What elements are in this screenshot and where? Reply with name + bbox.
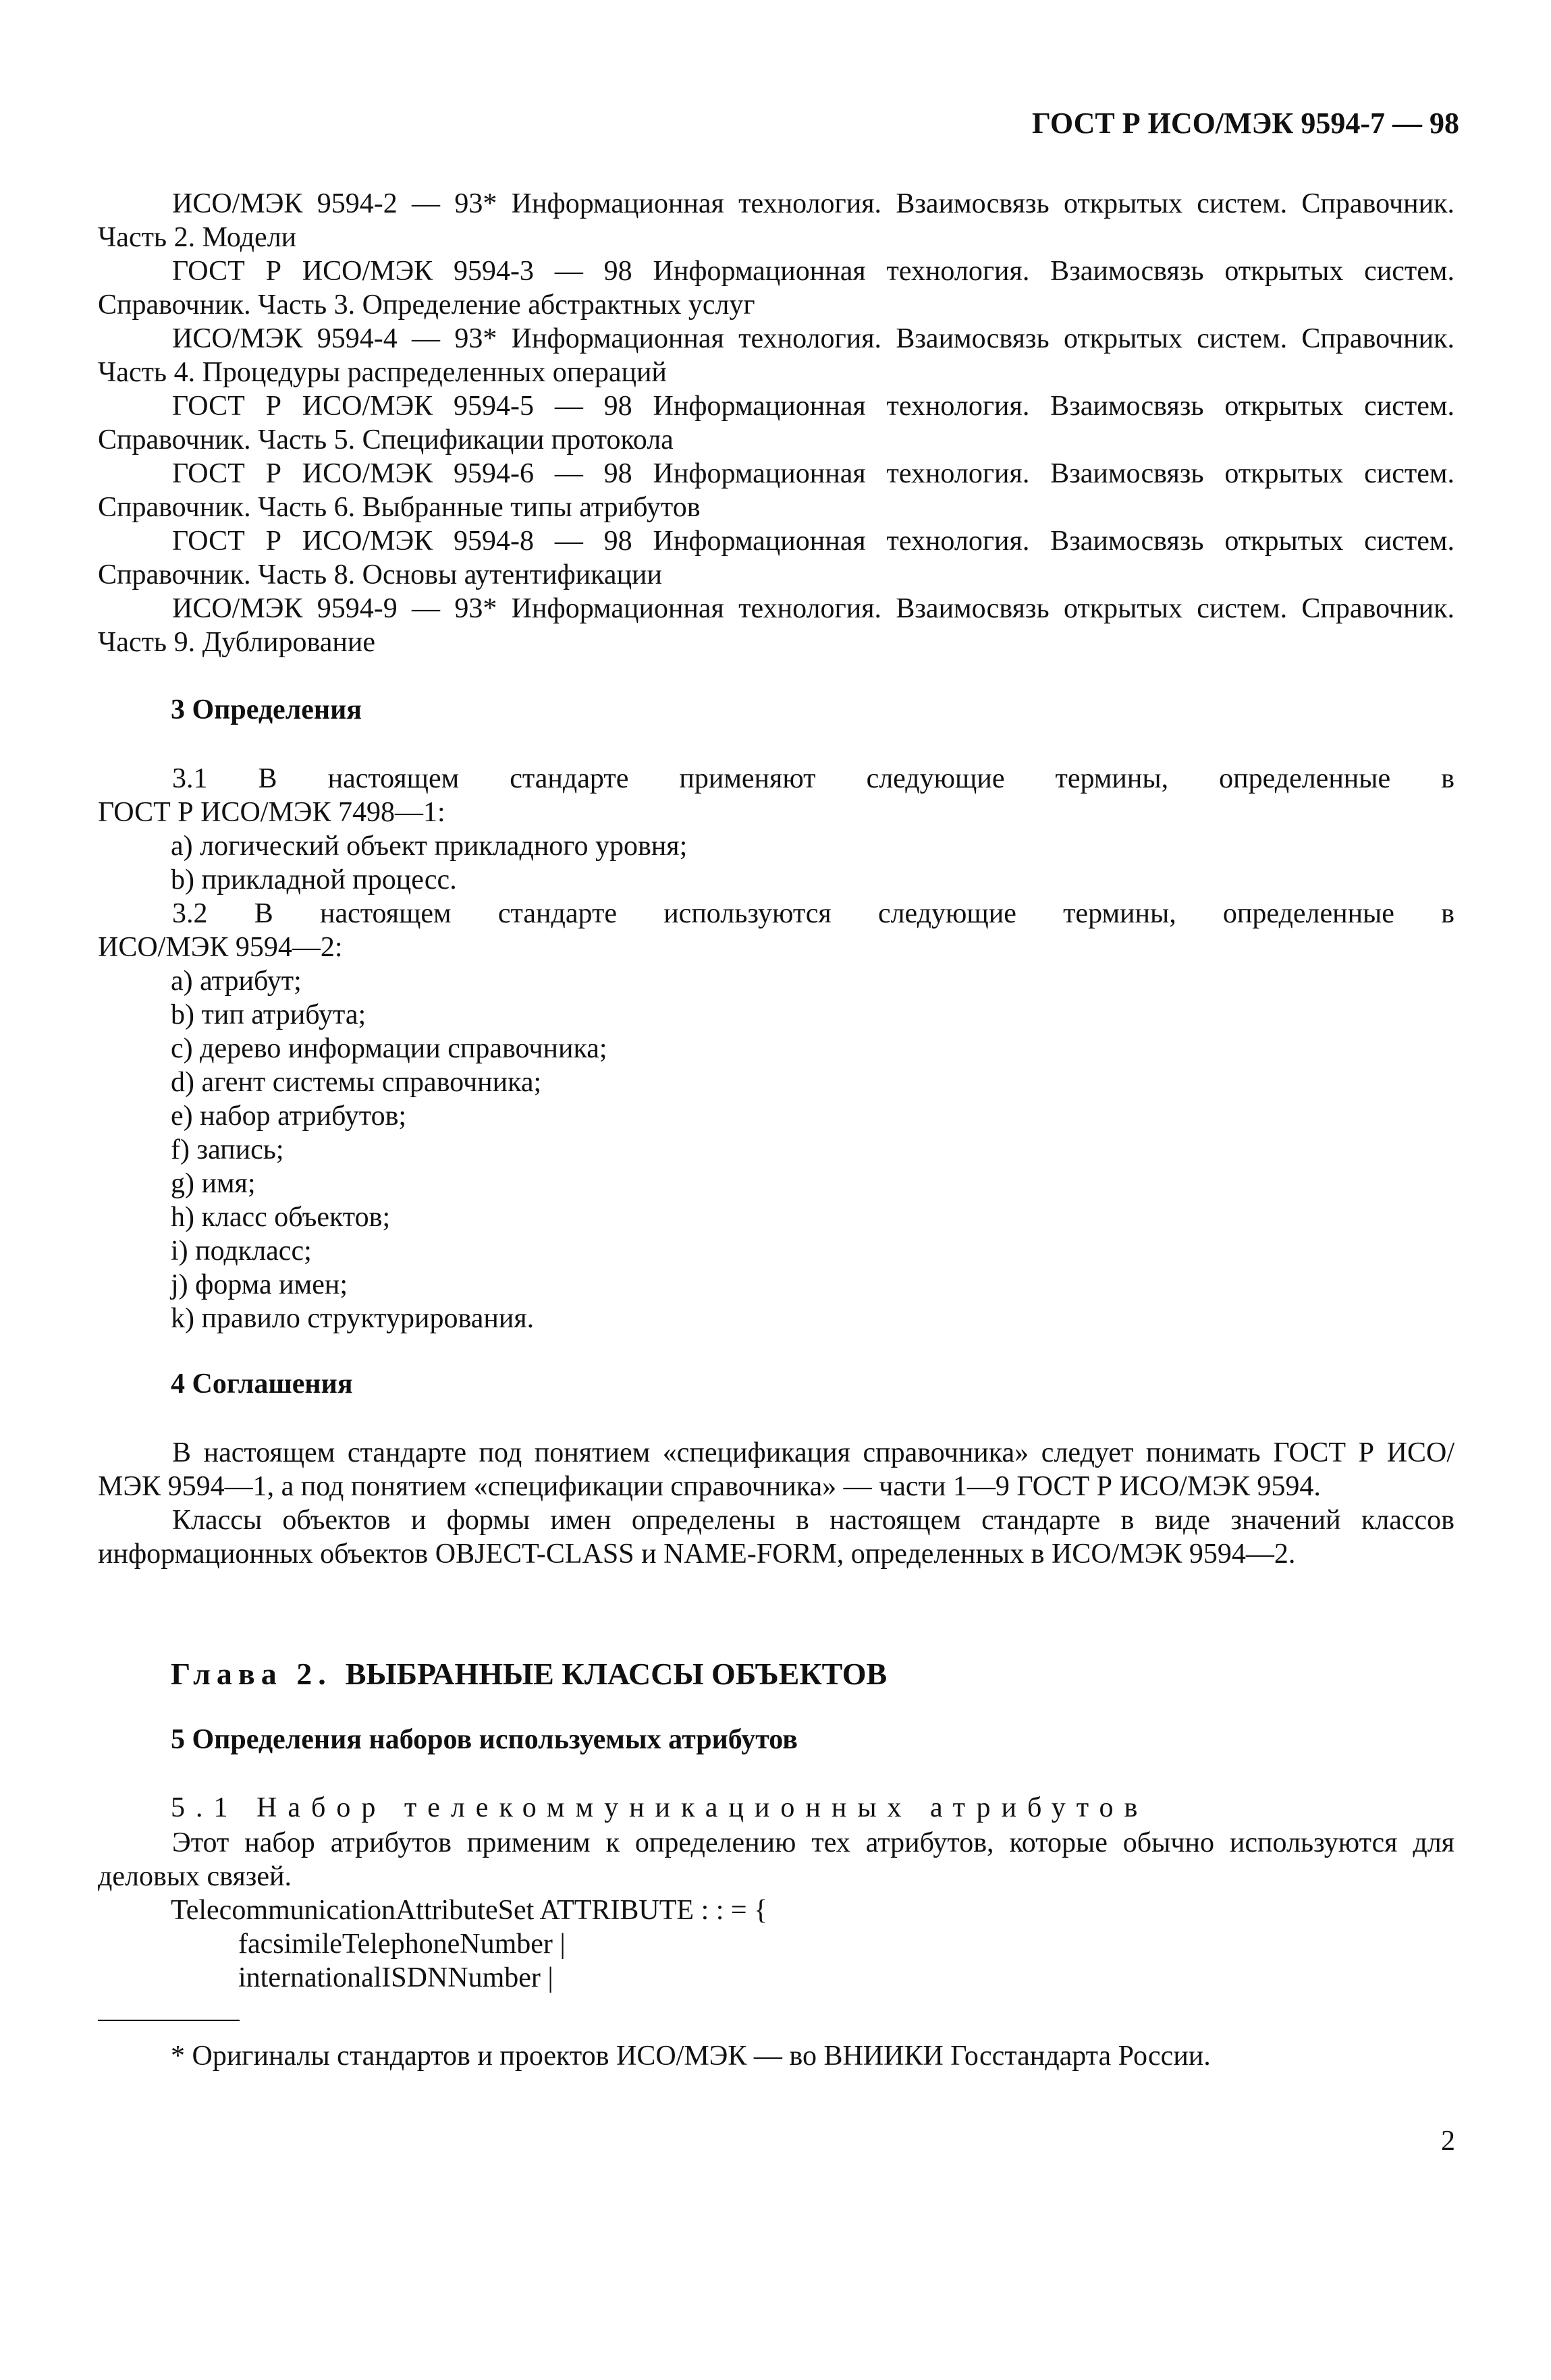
- term-item: d) агент системы справочника;: [171, 1067, 542, 1098]
- code-line: TelecommunicationAttributeSet ATTRIBUTE : : = {: [171, 1895, 768, 1926]
- chapter-label: Глава 2.: [171, 1657, 332, 1691]
- section-3-heading: 3 Определения: [171, 694, 362, 725]
- definition-3-2-line1: 3.2 В настоящем стандарте используются следующие термины, определенные в: [172, 898, 1454, 929]
- reference-item: ГОСТ Р ИСО/МЭК 9594-5 — 98 Информационная технология. Взаимосвязь открытых систем. Справочник. Часть 5. Спецификации протокола: [98, 391, 1454, 455]
- conventions-paragraph-1: В настоящем стандарте под понятием «спецификация справочника» следует понимать ГОСТ Р ИСО/МЭК 9594—1, а под понятием «спецификации справочника» — части 1—9 ГОСТ Р ИСО/МЭК 9594.: [98, 1437, 1454, 1502]
- reference-item: ИСО/МЭК 9594-9 — 93* Информационная технология. Взаимосвязь открытых систем. Справочник. Часть 9. Дублирование: [98, 593, 1454, 658]
- term-item: g) имя;: [171, 1168, 256, 1199]
- section-5-body: [98, 1826, 1454, 1893]
- footnote: * Оригиналы стандартов и проектов ИСО/МЭК — во ВНИИКИ Госстандарта России.: [171, 2041, 1211, 2072]
- definition-3-1-terms: [98, 829, 1454, 897]
- term-item: i) подкласс;: [171, 1236, 312, 1267]
- term-item: b) прикладной процесс.: [171, 864, 457, 895]
- term-item: b) тип атрибута;: [171, 999, 366, 1030]
- asn1-code-block: [171, 1893, 767, 1995]
- term-item: c) дерево информации справочника;: [171, 1033, 607, 1064]
- term-item: k) правило структурирования.: [171, 1303, 535, 1334]
- normative-references-list: [98, 187, 1454, 659]
- code-line: facsimileTelephoneNumber |: [238, 1929, 566, 1960]
- footnote-divider: [98, 2020, 240, 2021]
- chapter-2-title: [171, 1657, 887, 1691]
- definition-3-2-line2: ИСО/МЭК 9594—2:: [98, 932, 343, 963]
- definition-3-1-line1: 3.1 В настоящем стандарте применяют следующие термины, определенные в: [172, 763, 1454, 794]
- page-header: ГОСТ Р ИСО/МЭК 9594-7 — 98: [1031, 107, 1459, 140]
- chapter-name: ВЫБРАННЫЕ КЛАССЫ ОБЪЕКТОВ: [345, 1657, 888, 1691]
- subsection-5-1-heading: 5.1 Набор телекоммуникационных атрибутов: [171, 1792, 1149, 1823]
- section-4-body: [98, 1436, 1454, 1571]
- term-item: e) набор атрибутов;: [171, 1101, 407, 1132]
- term-item: f) запись;: [171, 1134, 284, 1165]
- code-line: internationalISDNNumber |: [238, 1962, 553, 1993]
- attribute-set-paragraph: Этот набор атрибутов применим к определению тех атрибутов, которые обычно используются для деловых связей.: [98, 1827, 1454, 1892]
- section-4-heading: 4 Соглашения: [171, 1368, 353, 1400]
- section-5-heading: 5 Определения наборов используемых атрибутов: [171, 1724, 798, 1755]
- page-number: 2: [1441, 2126, 1455, 2157]
- definition-3-1-line2: ГОСТ Р ИСО/МЭК 7498—1:: [98, 797, 445, 828]
- definition-3-2-terms: [98, 964, 1454, 1335]
- term-item: a) атрибут;: [171, 966, 302, 997]
- reference-item: ИСО/МЭК 9594-2 — 93* Информационная технология. Взаимосвязь открытых систем. Справочник. Часть 2. Модели: [98, 188, 1454, 253]
- conventions-paragraph-2: Классы объектов и формы имен определены в настоящем стандарте в виде значений классов информационных объектов OBJECT-CLASS и NAME-FORM, определенных в ИСО/МЭК 9594—2.: [98, 1505, 1454, 1570]
- reference-item: ГОСТ Р ИСО/МЭК 9594-6 — 98 Информационная технология. Взаимосвязь открытых систем. Справочник. Часть 6. Выбранные типы атрибутов: [98, 458, 1454, 523]
- reference-item: ГОСТ Р ИСО/МЭК 9594-8 — 98 Информационная технология. Взаимосвязь открытых систем. Справочник. Часть 8. Основы аутентификации: [98, 526, 1454, 590]
- reference-item: ИСО/МЭК 9594-4 — 93* Информационная технология. Взаимосвязь открытых систем. Справочник. Часть 4. Процедуры распределенных операций: [98, 323, 1454, 388]
- section-3-body: [98, 762, 1454, 1335]
- reference-item: ГОСТ Р ИСО/МЭК 9594-3 — 98 Информационная технология. Взаимосвязь открытых систем. Справочник. Часть 3. Определение абстрактных услуг: [98, 256, 1454, 321]
- term-item: a) логический объект прикладного уровня;: [171, 831, 688, 862]
- term-item: j) форма имен;: [171, 1269, 348, 1300]
- term-item: h) класс объектов;: [171, 1202, 391, 1233]
